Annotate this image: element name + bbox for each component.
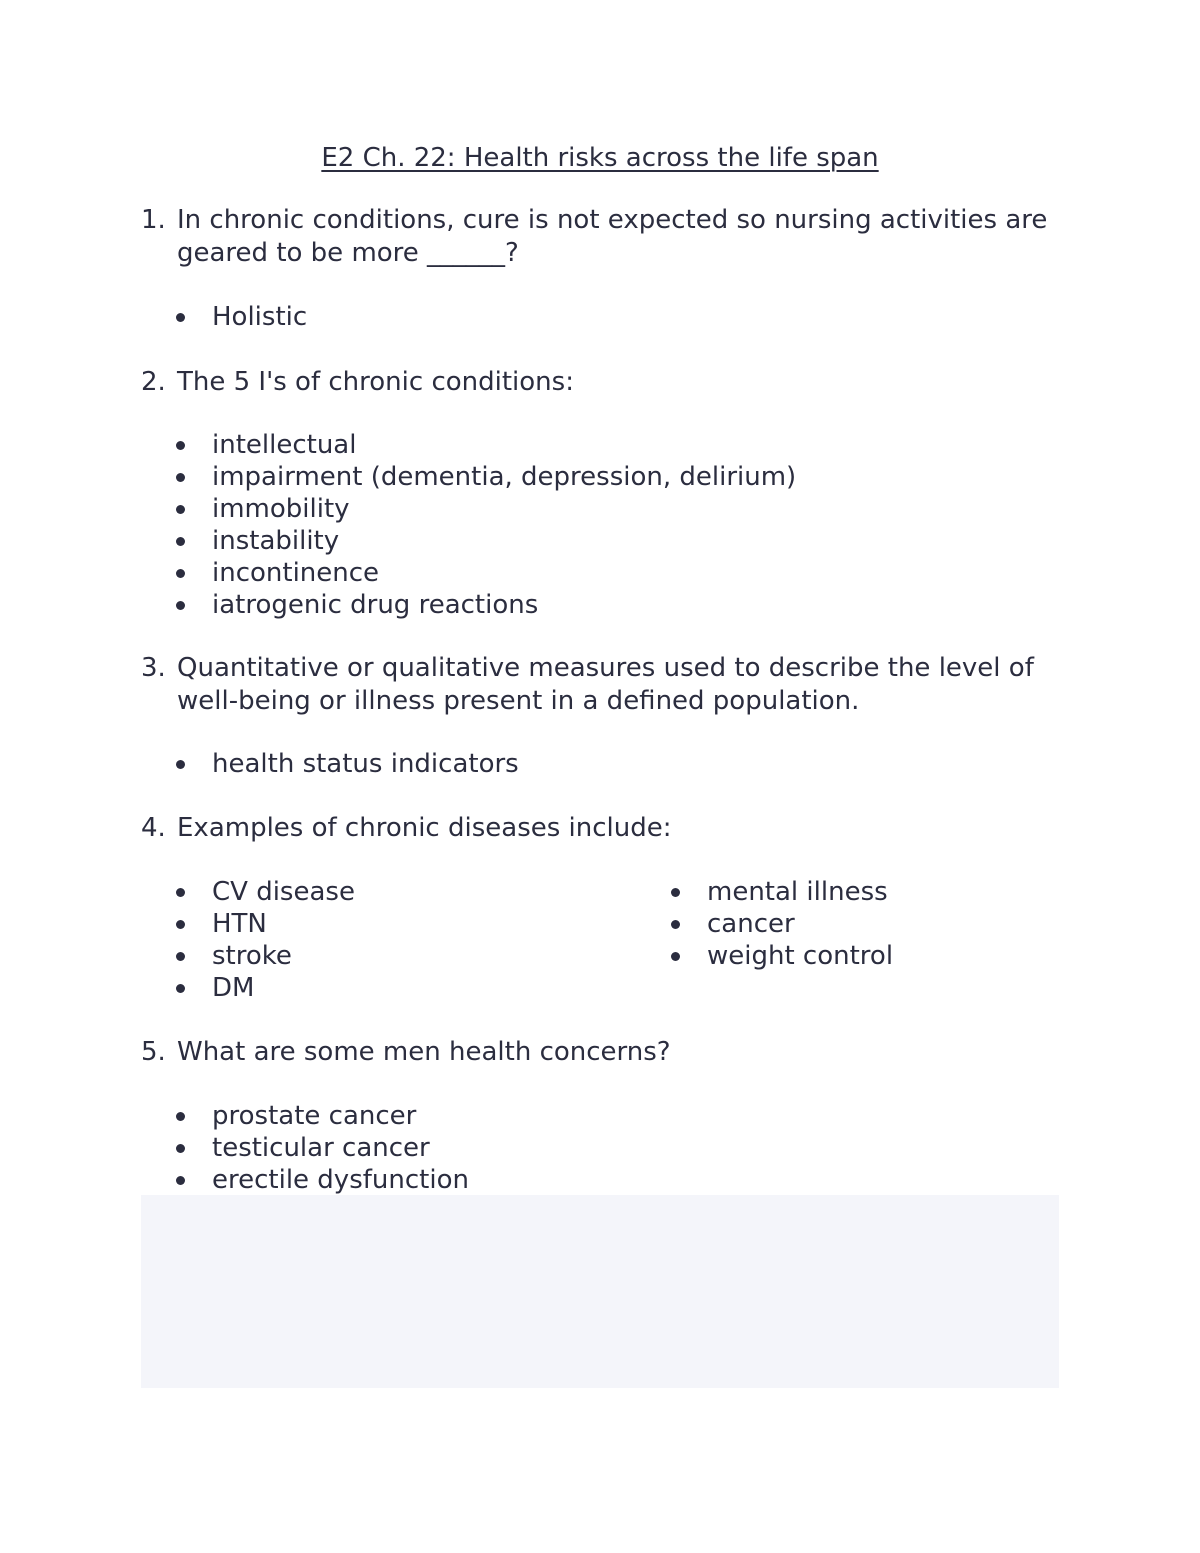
list-item: instability bbox=[176, 525, 796, 557]
list-item: health status indicators bbox=[176, 748, 519, 780]
question-number: 5. bbox=[141, 1037, 166, 1067]
bullet-icon bbox=[176, 537, 185, 546]
bullet-icon bbox=[176, 473, 185, 482]
answer-list-2 bbox=[176, 429, 796, 621]
question-2 bbox=[141, 366, 1071, 399]
bullet-icon bbox=[176, 1112, 185, 1121]
list-item: CV disease bbox=[176, 876, 355, 908]
question-number: 1. bbox=[141, 205, 166, 235]
bullet-icon bbox=[176, 760, 185, 769]
bullet-icon bbox=[176, 505, 185, 514]
list-item: cancer bbox=[671, 908, 893, 940]
bullet-icon bbox=[176, 569, 185, 578]
list-item: Holistic bbox=[176, 301, 307, 333]
answer-list-1 bbox=[176, 301, 307, 333]
question-text: What are some men health concerns? bbox=[177, 1037, 671, 1067]
question-4 bbox=[141, 812, 1071, 845]
question-text: Examples of chronic diseases include: bbox=[177, 813, 672, 843]
bullet-icon bbox=[176, 1144, 185, 1153]
bullet-icon bbox=[176, 1176, 185, 1185]
bullet-icon bbox=[671, 952, 680, 961]
page-title: E2 Ch. 22: Health risks across the life span bbox=[321, 143, 879, 173]
list-item: intellectual bbox=[176, 429, 796, 461]
bullet-icon bbox=[176, 984, 185, 993]
question-text: In chronic conditions, cure is not expected so nursing activities are geared to be more ______? bbox=[177, 205, 1048, 268]
bullet-icon bbox=[176, 313, 185, 322]
list-item: HTN bbox=[176, 908, 355, 940]
bullet-icon bbox=[176, 441, 185, 450]
bullet-icon bbox=[176, 601, 185, 610]
answer-list-4-column-1 bbox=[176, 876, 355, 1004]
question-3 bbox=[141, 652, 1071, 718]
list-item: mental illness bbox=[671, 876, 893, 908]
answer-list-5 bbox=[176, 1100, 469, 1196]
question-1 bbox=[141, 204, 1071, 270]
list-item: weight control bbox=[671, 940, 893, 972]
question-text: The 5 I's of chronic conditions: bbox=[177, 367, 574, 397]
question-text: Quantitative or qualitative measures used to describe the level of well-being or illness present in a defined population. bbox=[177, 653, 1034, 716]
question-number: 2. bbox=[141, 367, 166, 397]
list-item: prostate cancer bbox=[176, 1100, 469, 1132]
question-number: 4. bbox=[141, 813, 166, 843]
list-item: erectile dysfunction bbox=[176, 1164, 469, 1196]
list-item: immobility bbox=[176, 493, 796, 525]
list-item: stroke bbox=[176, 940, 355, 972]
bullet-icon bbox=[671, 888, 680, 897]
list-item: DM bbox=[176, 972, 355, 1004]
answer-list-4-column-2 bbox=[671, 876, 893, 972]
bullet-icon bbox=[671, 920, 680, 929]
list-item: impairment (dementia, depression, delirium) bbox=[176, 461, 796, 493]
answer-list-3 bbox=[176, 748, 519, 780]
question-5 bbox=[141, 1036, 1071, 1069]
list-item: testicular cancer bbox=[176, 1132, 469, 1164]
content-placeholder-block bbox=[141, 1195, 1059, 1388]
bullet-icon bbox=[176, 888, 185, 897]
bullet-icon bbox=[176, 920, 185, 929]
list-item: incontinence bbox=[176, 557, 796, 589]
list-item: iatrogenic drug reactions bbox=[176, 589, 796, 621]
question-number: 3. bbox=[141, 653, 166, 683]
bullet-icon bbox=[176, 952, 185, 961]
